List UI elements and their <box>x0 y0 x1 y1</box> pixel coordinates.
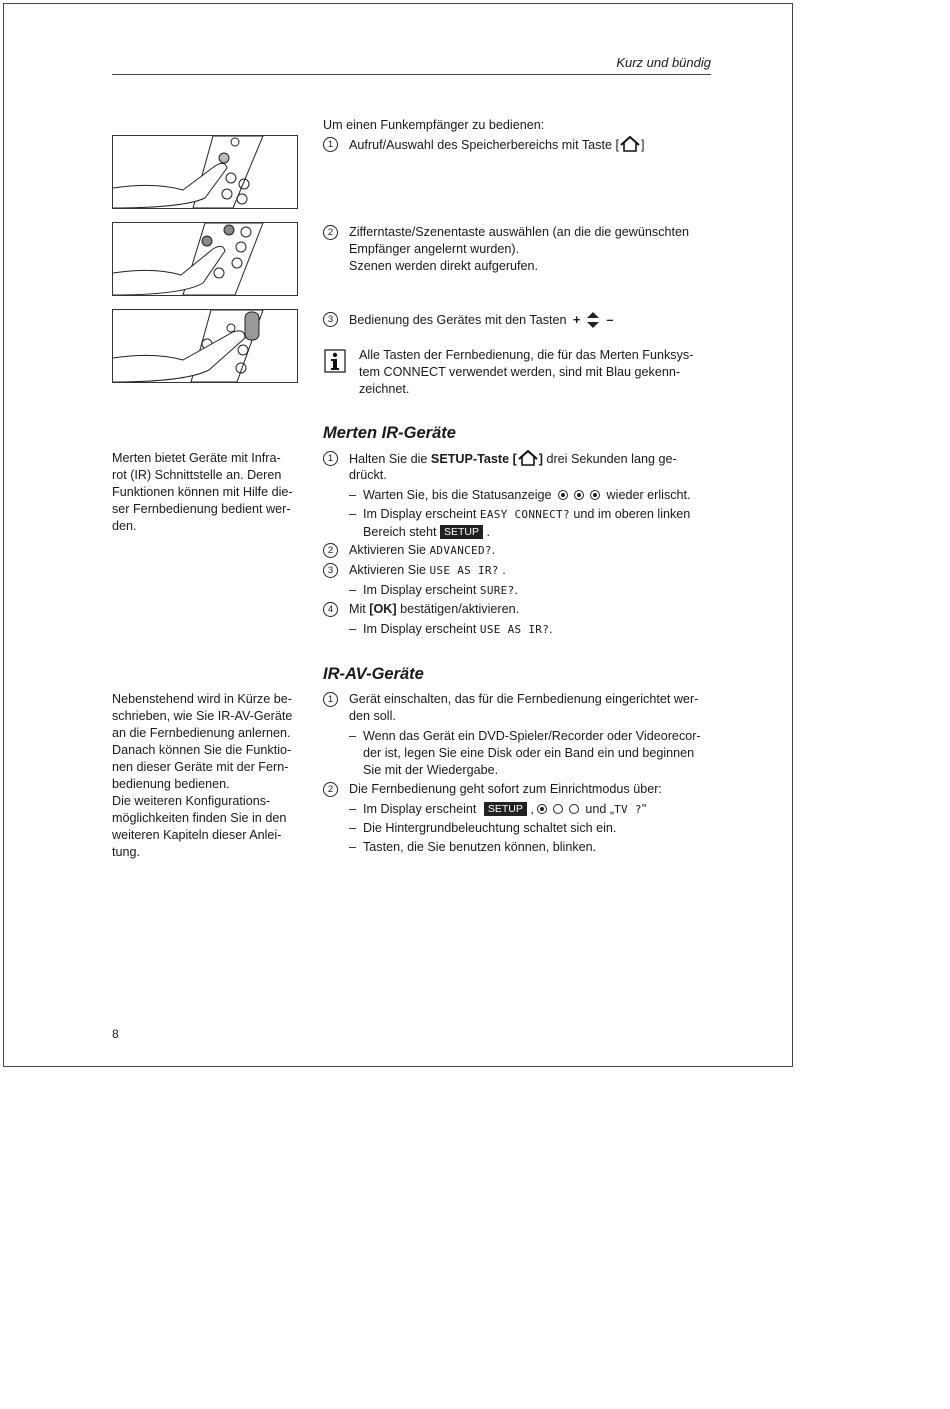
step-line: drückt. <box>349 468 387 482</box>
section1-intro: Um einen Funkempfänger zu bedienen: <box>323 118 545 132</box>
status-led-on-icon <box>590 490 600 500</box>
text: . <box>549 622 553 636</box>
display-text: ADVANCED? <box>429 544 492 557</box>
side-line: möglichkeiten finden Sie in den <box>112 811 287 825</box>
display-text: USE AS IR? <box>479 623 550 636</box>
substep-line: Die Hintergrundbeleuchtung schaltet sich ein. <box>363 821 617 835</box>
step-line: Gerät einschalten, das für die Fernbedienung eingerichtet wer- <box>349 692 699 706</box>
text: Aktivieren Sie <box>349 543 430 557</box>
display-text: EASY CONNECT? <box>479 508 570 521</box>
minus-key-label: – <box>606 313 614 327</box>
status-led-off-icon <box>553 804 563 814</box>
side-line: Die weiteren Konfigurations- <box>112 794 271 808</box>
text: . <box>514 583 519 597</box>
text: , <box>530 802 534 816</box>
remote-illustration-3 <box>112 309 298 383</box>
step-text-end: ] <box>640 138 645 152</box>
running-header: Kurz und bündig <box>616 55 711 70</box>
side-note-merten-ir <box>112 450 300 535</box>
side-line: Danach können Sie die Funktio- <box>112 743 292 757</box>
step-text: Aufruf/Auswahl des Speicherbereichs mit Taste [ <box>349 138 619 152</box>
text: . <box>498 563 506 577</box>
substep-line: der ist, legen Sie eine Disk oder ein Band ein und beginnen <box>363 746 695 760</box>
substep-line: Sie mit der Wiedergabe. <box>363 763 499 777</box>
text: Im Display erscheint <box>363 622 480 636</box>
text: Warten Sie, bis die Statusanzeige <box>363 488 552 502</box>
step-number: 2 <box>323 543 338 558</box>
step-number: 3 <box>323 312 338 327</box>
substep-line: Tasten, die Sie benutzen können, blinken. <box>363 840 597 854</box>
setup-key-label: SETUP-Taste [ <box>430 452 517 466</box>
text: bestätigen/aktivieren. <box>396 602 520 616</box>
home-icon <box>619 136 641 152</box>
step-number: 1 <box>323 692 338 707</box>
remote-illustration-2 <box>112 222 298 296</box>
setup-display-badge: SETUP <box>440 525 483 539</box>
step-number: 2 <box>323 782 338 797</box>
up-down-arrows-icon <box>584 311 602 329</box>
section-title-ir-av: IR-AV-Geräte <box>323 665 424 683</box>
info-line: Alle Tasten der Fernbedienung, die für das Merten Funksys- <box>359 348 694 362</box>
step-line: Zifferntaste/Szenentaste auswählen (an die die gewünschten <box>349 225 690 239</box>
side-note-ir-av <box>112 691 300 861</box>
text: . <box>486 525 491 539</box>
status-led-on-icon <box>537 804 547 814</box>
section-title-merten-ir: Merten IR-Geräte <box>323 424 456 442</box>
step-number: 3 <box>323 563 338 578</box>
display-text: SURE? <box>479 584 515 597</box>
side-line: schrieben, wie Sie IR-AV-Geräte <box>112 709 293 723</box>
side-line: tung. <box>112 845 141 859</box>
step-text: Bedienung des Gerätes mit den Tasten <box>349 313 567 327</box>
step-number: 1 <box>323 451 338 466</box>
info-line: tem CONNECT verwendet werden, sind mit Blau gekenn- <box>359 365 681 379</box>
step-line: den soll. <box>349 709 396 723</box>
status-led-on-icon <box>558 490 568 500</box>
page-number: 8 <box>112 1027 119 1041</box>
text: Im Display erscheint <box>363 583 480 597</box>
side-line: bedienung bedienen. <box>112 777 230 791</box>
side-line: an die Fernbedienung anlernen. <box>112 726 291 740</box>
side-line: den. <box>112 519 137 533</box>
text: Halten Sie die <box>349 452 431 466</box>
text: Bereich steht <box>363 525 437 539</box>
text: und im oberen linken <box>569 507 691 521</box>
info-line: zeichnet. <box>359 382 410 396</box>
text: ] <box>538 452 543 466</box>
step-number: 1 <box>323 137 338 152</box>
step-line: Szenen werden direkt aufgerufen. <box>349 259 539 273</box>
step-number: 2 <box>323 225 338 240</box>
side-line: weiteren Kapiteln dieser Anlei- <box>112 828 282 842</box>
page: Kurz und bündig Um einen Funkempfänger zu bedienen: 1 Aufruf/Auswahl des Speicherbereichs mit Taste [ ] 2 Zifferntaste/Szenentaste auswählen (an die die gewünschten Empfänger angelernt wurden). Szenen werden direkt aufgerufen. 3 Bedienung des Gerätes mit den Tasten + – Alle Tasten der Fernbedienung, die für das Merten Funksys- tem CONNECT verwendet werden, sind mit Blau gekenn- zeichnet. Merten IR-Geräte Merten bietet Geräte mit Infra- rot (IR) Schnittstelle an. Deren Funktionen können mit Hilfe die- ser Fernbedienung bedient wer- den. 1 Halten Sie die SETUP-Taste [ ] drei Sekunden lang ge- drückt. – Warten Sie, bis die Statusanzeige wieder erlischt. – Im Display erscheint EASY CONNECT? und im oberen linken Bereich steht SETUP . 2 Aktivieren Sie ADVANCED?. 3 Aktivieren Sie USE AS IR? . – Im Display erscheint SURE?. 4 Mit [OK] bestätigen/aktivieren. – Im Display erscheint USE AS IR?. IR-AV-Geräte Nebenstehend wird in Kürze be- schrieben, wie Sie IR-AV-Geräte an die Fernbedienung anlernen. Danach können Sie die Funktio- nen dieser Geräte mit der Fern- bedienung bedienen. Die weiteren Konfigurations- möglichkeiten finden Sie in den weiteren Kapiteln dieser Anlei- tung. 1 Gerät einschalten, das für die Fernbedienung eingerichtet wer- den soll. – Wenn das Gerät ein DVD-Spieler/Recorder oder Videorecor- der ist, legen Sie eine Disk oder ein Band ein und beginnen Sie mit der Wiedergabe. 2 Die Fernbedienung geht sofort zum Einrichtmodus über: – Im Display erscheint SETUP , und „TV ?" – Die Hintergrundbeleuchtung schaltet sich ein. – Tasten, die Sie benutzen können, blinken. 8 <box>3 3 793 1067</box>
text: Im Display erscheint <box>363 507 480 521</box>
remote-illustration-1 <box>112 135 298 209</box>
text: . <box>491 543 496 557</box>
info-icon <box>324 349 346 373</box>
text: und „ <box>585 802 615 816</box>
side-line: nen dieser Geräte mit der Fern- <box>112 760 289 774</box>
status-led-off-icon <box>569 804 579 814</box>
text: Mit <box>349 602 370 616</box>
text: " <box>641 802 647 816</box>
text: Aktivieren Sie <box>349 563 430 577</box>
step-line: Empfänger angelernt wurden). <box>349 242 520 256</box>
text: wieder erlischt. <box>606 488 691 502</box>
plus-key-label: + <box>573 313 581 327</box>
info-note <box>359 347 719 398</box>
side-line: Nebenstehend wird in Kürze be- <box>112 692 292 706</box>
side-line: ser Fernbedienung bedient wer- <box>112 502 291 516</box>
side-line: rot (IR) Schnittstelle an. Deren <box>112 468 282 482</box>
text: Im Display erscheint <box>363 802 477 816</box>
step-number: 4 <box>323 602 338 617</box>
step-line: Die Fernbedienung geht sofort zum Einrichtmodus über: <box>349 782 662 796</box>
header-rule <box>112 74 711 75</box>
side-line: Funktionen können mit Hilfe die- <box>112 485 293 499</box>
text: drei Sekunden lang ge- <box>542 452 677 466</box>
side-line: Merten bietet Geräte mit Infra- <box>112 451 281 465</box>
substep-line: Wenn das Gerät ein DVD-Spieler/Recorder oder Videorecor- <box>363 729 701 743</box>
display-text: USE AS IR? <box>429 564 499 577</box>
status-led-on-icon <box>574 490 584 500</box>
setup-display-badge: SETUP <box>484 802 527 816</box>
display-text: TV ? <box>614 803 642 816</box>
ok-key-label: [OK] <box>369 602 397 616</box>
home-icon <box>517 450 539 466</box>
